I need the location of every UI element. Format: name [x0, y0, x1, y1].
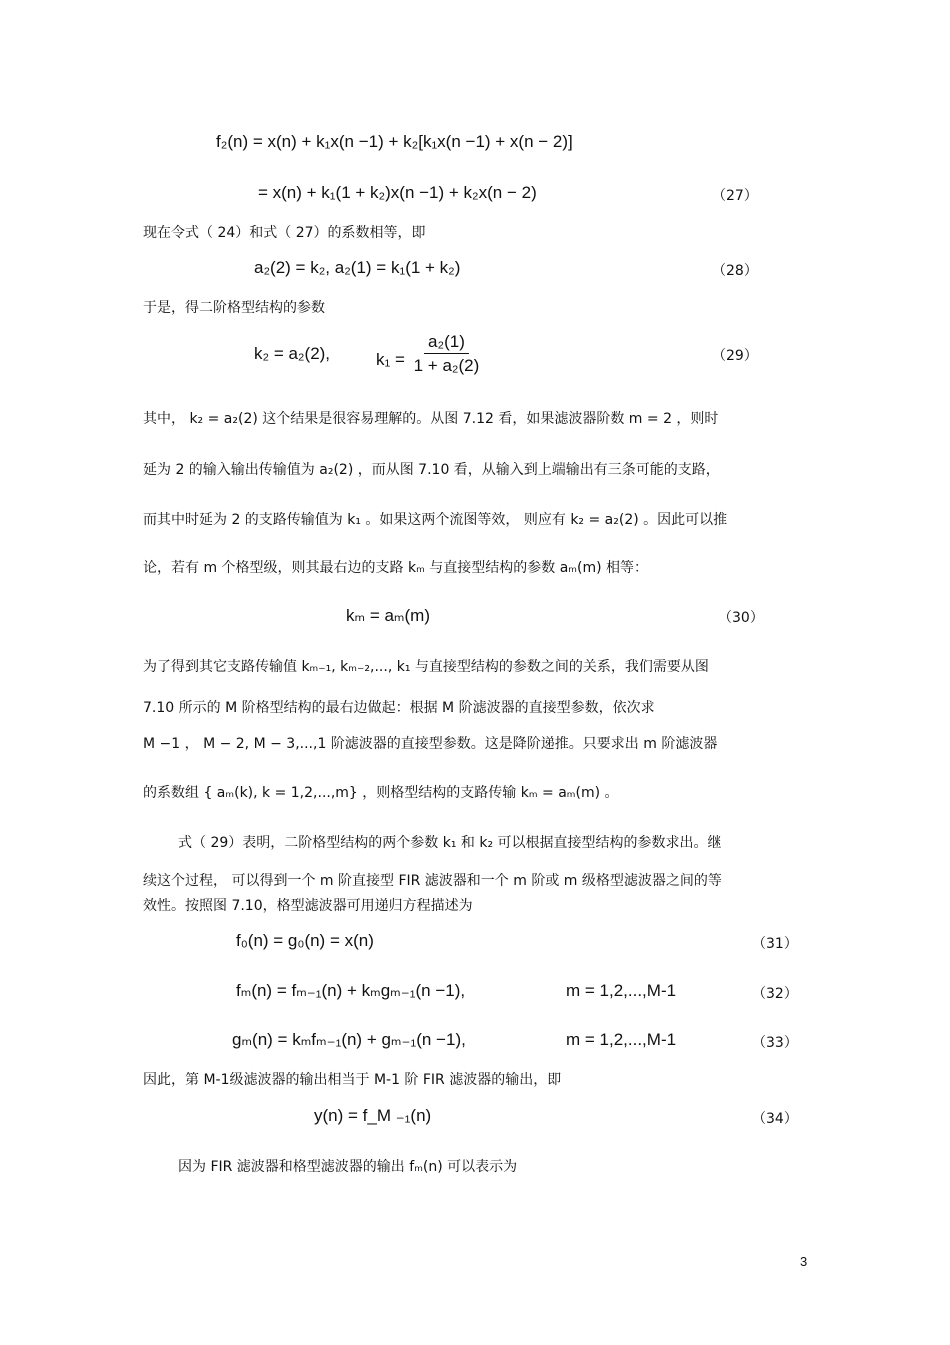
equation-32: fₘ(n) = fₘ₋₁(n) + kₘgₘ₋₁(n −1),	[236, 981, 466, 1000]
paragraph-line: 延为 2 的输入输出传输值为 a₂(2) ，而从图 7.10 看，从输入到上端输出有三条可能的支路，	[143, 462, 720, 478]
equation-33: gₘ(n) = kₘfₘ₋₁(n) + gₘ₋₁(n −1),	[232, 1030, 466, 1049]
equation-27: = x(n) + k₁(1 + k₂)x(n −1) + k₂x(n − 2)	[258, 183, 537, 202]
fraction-numerator: a₂(1)	[424, 332, 469, 354]
paragraph-line: 为了得到其它支路传输值 kₘ₋₁, kₘ₋₂,..., k₁ 与直接型结构的参数之间的关系，我们需要从图	[143, 659, 709, 675]
paragraph-line: 于是，得二阶格型结构的参数	[143, 300, 325, 316]
equation-number-30: （30）	[718, 610, 764, 626]
page-number: 3	[800, 1254, 808, 1269]
paragraph-line: 而其中时延为 2 的支路传输值为 k₁ 。如果这两个流图等效， 则应有 k₂ = a₂(2) 。因此可以推	[143, 512, 728, 528]
paragraph-line: 论，若有 m 个格型级，则其最右边的支路 kₘ 与直接型结构的参数 aₘ(m) 相等：	[143, 560, 649, 576]
fraction-denominator: 1 + a₂(2)	[413, 356, 480, 375]
paragraph-line: 效性。按照图 7.10，格型滤波器可用递归方程描述为	[143, 898, 473, 914]
paragraph-line: 式（ 29）表明，二阶格型结构的两个参数 k₁ 和 k₂ 可以根据直接型结构的参数求出。继	[178, 835, 722, 851]
fraction	[410, 332, 484, 376]
paragraph-line: 其中， k₂ = a₂(2) 这个结果是很容易理解的。从图 7.12 看，如果滤波器阶数 m = 2 ，则时	[143, 411, 719, 427]
equation-30: kₘ = aₘ(m)	[346, 606, 430, 625]
equation-32-range: m = 1,2,...,M-1	[566, 981, 677, 1000]
equation-29-k2: k₂ = a₂(2),	[254, 344, 331, 363]
paragraph-line: M −1 ， M − 2, M − 3,...,1 阶滤波器的直接型参数。这是降阶递推。只要求出 m 阶滤波器	[143, 736, 718, 752]
paragraph-line: 7.10 所示的 M 阶格型结构的最右边做起：根据 M 阶滤波器的直接型参数，依次求	[143, 700, 655, 716]
equation-31: f₀(n) = g₀(n) = x(n)	[236, 931, 374, 950]
equation-f2-expansion: f₂(n) = x(n) + k₁x(n −1) + k₂[k₁x(n −1) + x(n − 2)]	[216, 132, 573, 151]
equation-number-27: （27）	[712, 188, 758, 204]
paragraph-line: 的系数组 { aₘ(k), k = 1,2,...,m} ，则格型结构的支路传输 kₘ = aₘ(m) 。	[143, 785, 619, 801]
paragraph-line: 现在令式（ 24）和式（ 27）的系数相等，即	[143, 225, 426, 241]
equation-number-31: （31）	[752, 936, 798, 952]
equation-number-29: （29）	[712, 348, 758, 364]
paragraph-line: 因为 FIR 滤波器和格型滤波器的输出 fₘ(n) 可以表示为	[178, 1159, 518, 1175]
equation-number-28: （28）	[712, 263, 758, 279]
equation-33-range: m = 1,2,...,M-1	[566, 1030, 677, 1049]
equation-28: a₂(2) = k₂, a₂(1) = k₁(1 + k₂)	[254, 258, 461, 277]
equation-29-k1	[376, 332, 483, 376]
equation-number-33: （33）	[752, 1035, 798, 1051]
paragraph-line: 续这个过程， 可以得到一个 m 阶直接型 FIR 滤波器和一个 m 阶或 m 级格型滤波器之间的等	[143, 873, 722, 889]
equation-29-k1-lhs: k₁ =	[376, 350, 405, 369]
equation-number-34: （34）	[752, 1111, 798, 1127]
equation-34: y(n) = f_M ₋₁(n)	[314, 1106, 432, 1125]
equation-number-32: （32）	[752, 986, 798, 1002]
paragraph-line: 因此，第 M-1级滤波器的输出相当于 M-1 阶 FIR 滤波器的输出，即	[143, 1072, 562, 1088]
